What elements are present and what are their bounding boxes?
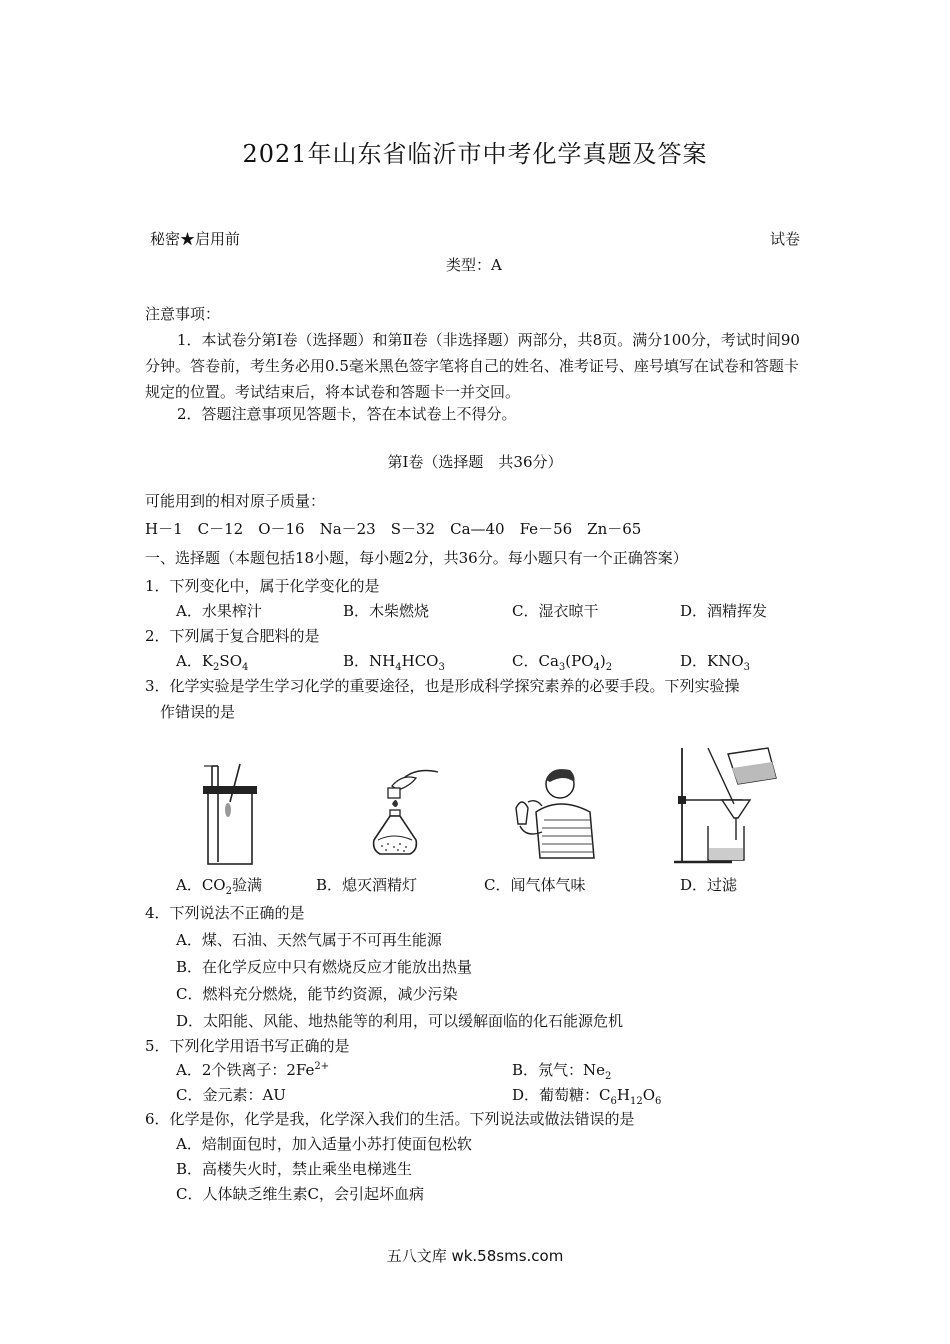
q6-option-a: A．焙制面包时，加入适量小苏打使面包松软 [176,1135,472,1153]
q1-option-c: C．湿衣晾干 [512,602,599,620]
filtration-figure [672,744,784,868]
atomic-mass-label: 可能用到的相对原子质量： [145,492,326,510]
q3-option-a: A．$CO_2$验满 [176,876,262,897]
q5-option-b: B．氖气：$Ne_2$ [512,1061,612,1082]
q6-option-c: C．人体缺乏维生素C，会引起坏血病 [176,1185,424,1203]
footer-watermark: 五八文库 wk.58sms.com [386,1247,564,1265]
q3-stem-line1: 3．化学实验是学生学习化学的重要途径，也是形成科学探究素养的必要手段。下列实验操 [145,677,740,695]
q2-option-b: B．$NH_4HCO_3$ [343,652,445,673]
q3-option-c: C．闻气体气味 [484,876,586,894]
part1-heading: 一、选择题（本题包括18小题，每小题2分，共36分。每小题只有一个正确答案） [145,549,688,567]
q5-stem: 5．下列化学用语书写正确的是 [145,1037,350,1055]
q1-option-b: B．木柴燃烧 [343,602,430,620]
q3-option-d: D．过滤 [680,876,738,894]
notes-item-2: 2．答题注意事项见答题卡，答在本试卷上不得分。 [177,405,517,423]
q5-option-c: C．金元素：AU [176,1086,286,1104]
q1-option-d: D．酒精挥发 [680,602,768,620]
q4-stem: 4．下列说法不正确的是 [145,904,305,922]
confidential-label: 秘密★启用前 [150,230,241,248]
q3-stem-line2: 作错误的是 [160,703,236,721]
q6-option-b: B．高楼失火时，禁止乘坐电梯逃生 [176,1160,413,1178]
smell-gas-figure [506,762,602,866]
q4-option-d: D．太阳能、风能、地热能等的利用，可以缓解面临的化石能源危机 [176,1012,624,1030]
q5-option-d: D．葡萄糖：$C_6H_{12}O_6$ [512,1086,662,1107]
q2-option-d: D．$KNO_3$ [680,652,751,673]
q2-option-c: C．$Ca_3(PO_4)_2$ [512,652,613,673]
q3-option-b: B．熄灭酒精灯 [316,876,418,894]
alcohol-lamp-figure [352,762,442,866]
q5-option-a: A．2个铁离子：$2Fe^{2+}$ [176,1061,330,1079]
q4-option-a: A．煤、石油、天然气属于不可再生能源 [176,931,442,949]
section-title: 第Ⅰ卷（选择题 共36分） [387,453,563,471]
q4-option-b: B．在化学反应中只有燃烧反应才能放出热量 [176,958,473,976]
q1-option-a: A．水果榨汁 [176,602,262,620]
q6-stem: 6．化学是你，化学是我，化学深入我们的生活。下列说法或做法错误的是 [145,1110,635,1128]
notes-heading: 注意事项： [145,305,221,323]
q2-stem: 2．下列属于复合肥料的是 [145,627,320,645]
paper-type-label: 试卷 [770,230,801,248]
document-title: 2021年山东省临沂市中考化学真题及答案 [242,140,708,168]
gas-bottle-figure [200,762,260,866]
q2-option-a: A．$K_2SO_4$ [176,652,249,673]
q1-stem: 1．下列变化中，属于化学变化的是 [145,577,380,595]
q4-option-c: C．燃料充分燃烧，能节约资源，减少污染 [176,985,458,1003]
paper-type-value: 类型：A [446,256,502,274]
atomic-mass-values: H－1 C－12 O－16 Na－23 S－32 Ca—40 Fe－56 Zn－65 [145,520,642,538]
notes-item-1: 1．本试卷分第Ⅰ卷（选择题）和第Ⅱ卷（非选择题）两部分，共8页。满分100分，考试时间90分钟。答卷前，考生务必用0.5毫米黑色签字笔将自己的姓名、准考证号、座号填写在试卷和答题卡规定的位置。考试结束后，将本试卷和答题卡一并交回。 [145,331,800,401]
